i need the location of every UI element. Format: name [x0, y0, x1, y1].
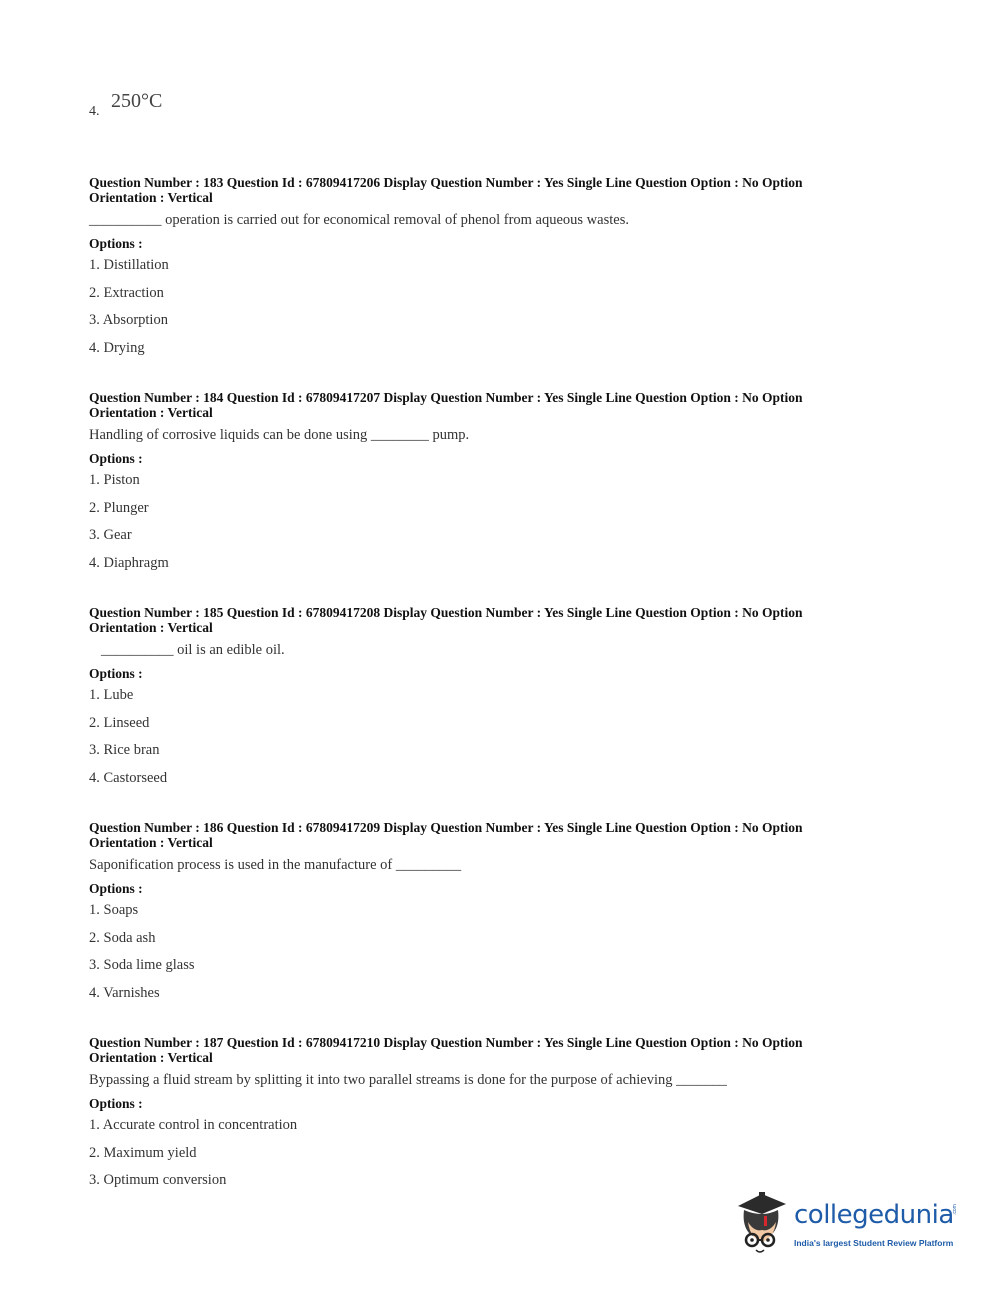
option-item: 1. Lube: [89, 687, 134, 703]
logo-tagline: India's largest Student Review Platform: [794, 1238, 954, 1248]
option-item: 2. Soda ash: [89, 929, 156, 946]
question-orientation: Orientation : Vertical: [89, 405, 213, 420]
options-label: Options :: [89, 881, 143, 896]
collegedunia-logo[interactable]: [732, 1188, 962, 1258]
question-header: [89, 175, 889, 205]
option-item: 2. Linseed: [89, 714, 150, 731]
option-item: 2. Extraction: [89, 284, 164, 301]
option-item: 3. Soda lime glass: [89, 957, 195, 973]
question-header: [89, 1035, 889, 1065]
question-header: [89, 390, 889, 420]
question-block: [89, 390, 889, 581]
option-item: 2. Plunger: [89, 499, 149, 516]
option-item: 4. Varnishes: [89, 984, 160, 1001]
options-label: Options :: [89, 236, 143, 251]
options-list: [89, 471, 889, 581]
question-text: Handling of corrosive liquids can be done using ________ pump.: [89, 427, 470, 443]
option-item: 4. Diaphragm: [89, 554, 169, 571]
question-meta: Question Number : 184 Question Id : 67809417207 Display Question Number : Yes Single Line Question Option : No Option: [89, 390, 803, 405]
option-value: 250°C: [111, 90, 163, 112]
option-item: 3. Absorption: [89, 312, 168, 328]
question-text: __________ operation is carried out for economical removal of phenol from aqueous wastes.: [89, 212, 629, 228]
options-list: [89, 256, 889, 366]
logo-wordmark: collegedunia: [794, 1200, 954, 1230]
question-meta: Question Number : 183 Question Id : 67809417206 Display Question Number : Yes Single Line Question Option : No Option: [89, 175, 803, 190]
question-meta: Question Number : 186 Question Id : 67809417209 Display Question Number : Yes Single Line Question Option : No Option: [89, 820, 803, 835]
question-orientation: Orientation : Vertical: [89, 835, 213, 850]
question-meta: Question Number : 185 Question Id : 67809417208 Display Question Number : Yes Single Line Question Option : No Option: [89, 605, 803, 620]
question-block: [89, 175, 889, 366]
question-block: [89, 820, 889, 1011]
options-label: Options :: [89, 1096, 143, 1111]
option-item: 1. Soaps: [89, 902, 139, 918]
question-text: Saponification process is used in the manufacture of _________: [89, 857, 462, 873]
option-item: 3. Rice bran: [89, 742, 160, 758]
question-block: [89, 605, 889, 796]
question-meta: Question Number : 187 Question Id : 67809417210 Display Question Number : Yes Single Line Question Option : No Option: [89, 1035, 803, 1050]
question-block: [89, 1035, 889, 1199]
option-item: 2. Maximum yield: [89, 1144, 197, 1161]
option-item: 3. Gear: [89, 527, 132, 543]
option-item: 3. Optimum conversion: [89, 1172, 227, 1188]
option-item: 4. Castorseed: [89, 769, 168, 786]
question-header: [89, 605, 889, 635]
options-list: [89, 686, 889, 796]
options-list: [89, 1116, 889, 1199]
question-header: [89, 820, 889, 850]
option-item: 4. Drying: [89, 339, 145, 356]
question-text: __________ oil is an edible oil.: [101, 642, 285, 658]
question-orientation: Orientation : Vertical: [89, 1050, 213, 1065]
option-item: 1. Distillation: [89, 257, 169, 273]
option-item: 1. Accurate control in concentration: [89, 1117, 298, 1133]
question-orientation: Orientation : Vertical: [89, 620, 213, 635]
option-item: 1. Piston: [89, 472, 140, 488]
question-text: Bypassing a fluid stream by splitting it into two parallel streams is done for the purpose of achieving _______: [89, 1072, 727, 1088]
options-list: [89, 901, 889, 1011]
options-label: Options :: [89, 451, 143, 466]
logo-domain-suffix: .com: [952, 1204, 958, 1215]
option-number: 4.: [89, 104, 100, 119]
question-orientation: Orientation : Vertical: [89, 190, 213, 205]
mascot-icon: [732, 1188, 792, 1258]
options-label: Options :: [89, 666, 143, 681]
